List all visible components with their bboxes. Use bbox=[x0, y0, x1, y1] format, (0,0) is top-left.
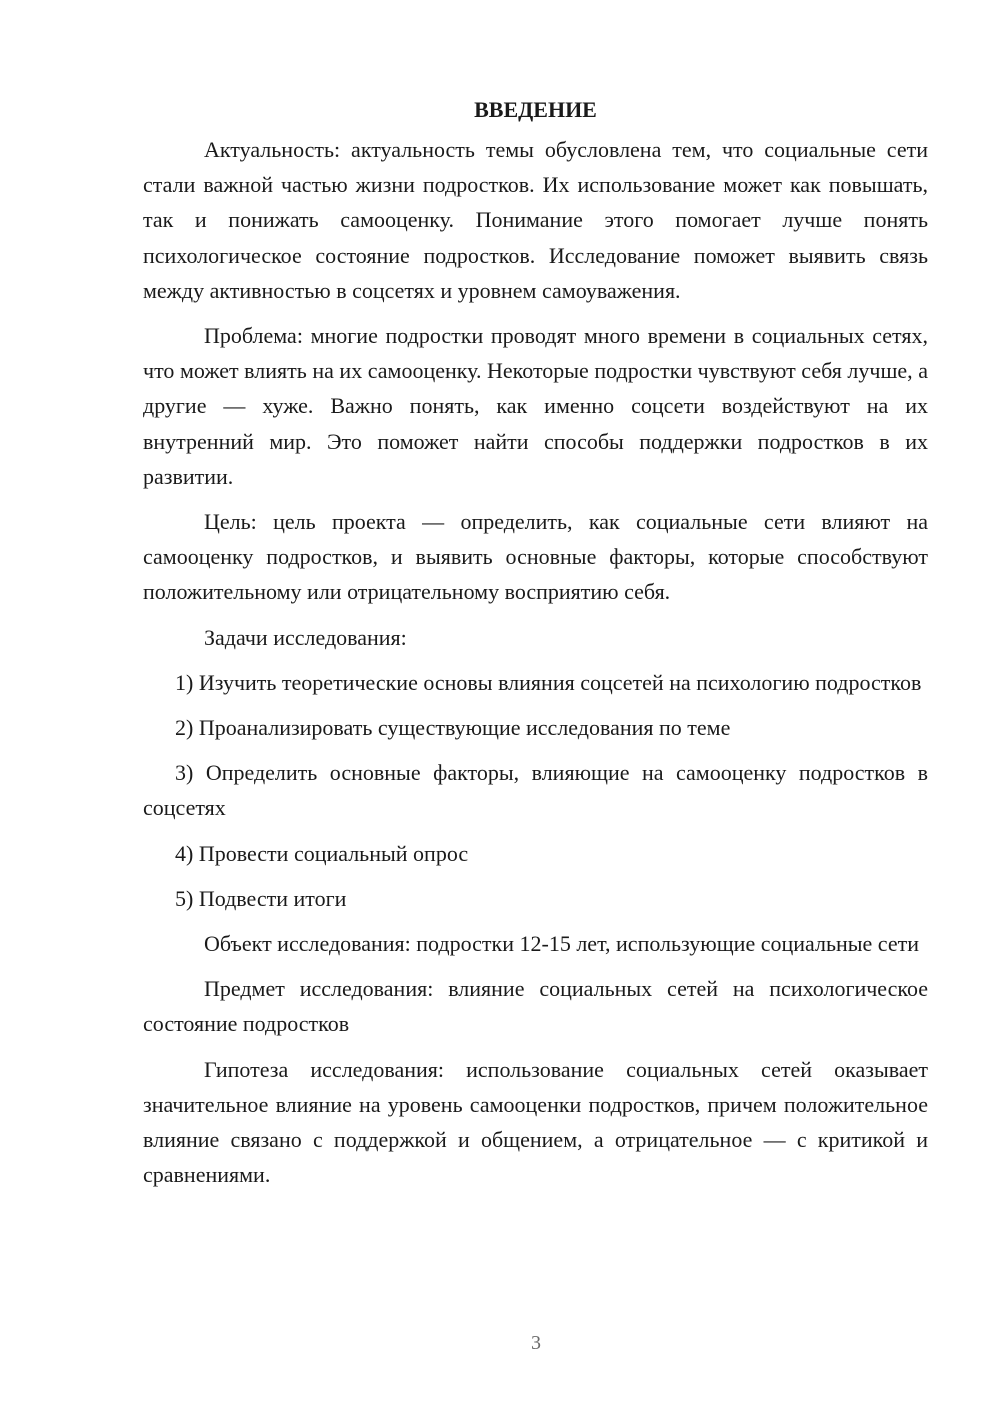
task-item-4: 4) Провести социальный опрос bbox=[175, 840, 469, 866]
subject-paragraph: Предмет исследования: влияние социальных сетей на психологическое состояние подростков bbox=[143, 976, 928, 1037]
section-title: ВВЕДЕНИЕ bbox=[474, 97, 597, 122]
task-item-2: 2) Проанализировать существующие исследования по теме bbox=[175, 715, 731, 741]
problem-paragraph: Проблема: многие подростки проводят много времени в социальных сетях, что может влиять на их самооценку. Некоторые подростки чувствуют себя лучше, а другие — хуже. Важно понять, как именно соцсети воздействуют на их внутренний мир. Это поможет найти способы поддержки подростков в их развитии. bbox=[143, 323, 928, 489]
task-item-5: 5) Подвести итоги bbox=[175, 885, 347, 911]
page-number: 3 bbox=[531, 1332, 541, 1354]
task-item-3: 3) Определить основные факторы, влияющие на самооценку подростков в соцсетях bbox=[143, 760, 928, 821]
task-item-1: 1) Изучить теоретические основы влияния соцсетей на психологию подростков bbox=[175, 669, 922, 695]
relevance-paragraph: Актуальность: актуальность темы обусловлена тем, что социальные сети стали важной частью жизни подростков. Их использование может как повышать, так и понижать самооценку. Понимание этого помогает лучше понять психологическое состояние подростков. Исследование поможет выявить связь между активностью в соцсетях и уровнем самоуважения. bbox=[143, 137, 928, 303]
hypothesis-paragraph: Гипотеза исследования: использование социальных сетей оказывает значительное влияние на уровень самооценки подростков, причем положительное влияние связано с поддержкой и общением, а отрицательное — с критикой и сравнениями. bbox=[143, 1056, 928, 1188]
tasks-heading: Задачи исследования: bbox=[204, 624, 407, 650]
goal-paragraph: Цель: цель проекта — определить, как социальные сети влияют на самооценку подростков, и выявить основные факторы, которые способствуют положительному или отрицательному восприятию себя. bbox=[143, 509, 928, 605]
object-paragraph: Объект исследования: подростки 12-15 лет, использующие социальные сети bbox=[204, 931, 919, 957]
document-page bbox=[143, 88, 928, 1192]
